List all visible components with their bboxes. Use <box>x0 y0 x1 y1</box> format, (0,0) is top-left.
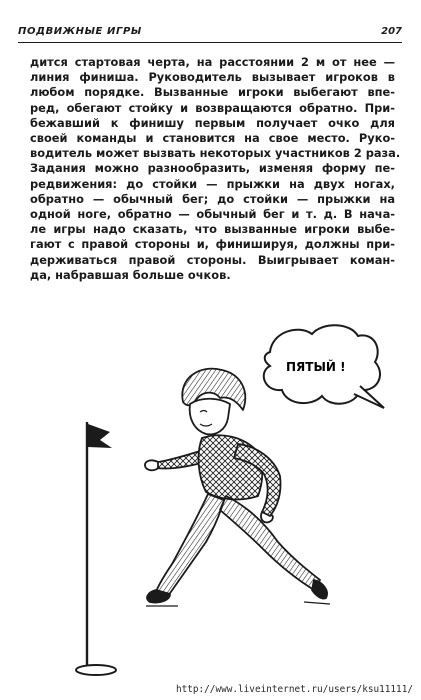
text-line: водитель может вызвать некоторых участников 2 раза. <box>30 146 401 161</box>
flag <box>88 424 112 448</box>
text-line: линия финиша. Руководитель вызывает игроков в <box>30 70 395 85</box>
text-line: одной ноге, обратно — обычный бег и т. д. В нача- <box>30 207 395 222</box>
stand-base <box>76 665 116 675</box>
back-hand <box>145 460 158 470</box>
text-line: бежавший к финишу первым получает очко для <box>30 115 395 130</box>
body-text <box>30 55 401 283</box>
text-line: ред, обегают стойку и возвращаются обратно. При- <box>30 100 395 115</box>
back-leg <box>156 494 224 596</box>
running-boy <box>145 369 330 606</box>
text-line: гают с правой стороны и, финишируя, должны при- <box>30 237 395 252</box>
front-shoe <box>312 580 327 599</box>
text-line: любом порядке. Вызванные игроки выбегают впе- <box>30 85 395 100</box>
text-line: ле игры надо сказать, что вызванные игроки выбе- <box>30 222 395 237</box>
speech-bubble-text: ПЯТЫЙ ! <box>286 360 346 374</box>
speech-bubble <box>264 325 384 408</box>
flag-stand <box>76 422 116 675</box>
text-line: держиваться правой стороны. Выигрывает коман- <box>30 252 395 267</box>
text-line: обратно — обычный бег; до стойки — прыжки на <box>30 191 395 206</box>
text-line: редвижения: до стойки — прыжки на двух ногах, <box>30 176 395 191</box>
text-line: дится стартовая черта, на расстоянии 2 м от нее — <box>30 55 395 69</box>
section-title: ПОДВИЖНЫЕ ИГРЫ <box>18 26 142 37</box>
running-boy-illustration <box>60 320 390 685</box>
page-number: 207 <box>381 26 402 37</box>
text-line: Задания можно разнообразить, изменяя форму пе- <box>30 161 395 176</box>
torso <box>199 435 263 499</box>
face <box>190 399 230 435</box>
text-line: да, набравшая больше очков. <box>30 267 231 282</box>
ground-shadow <box>146 602 330 606</box>
running-head <box>18 24 402 43</box>
source-watermark: http://www.liveinternet.ru/users/ksu11111/ <box>175 684 413 695</box>
text-line: своей команды и становится на свое место. Руко- <box>30 131 395 146</box>
